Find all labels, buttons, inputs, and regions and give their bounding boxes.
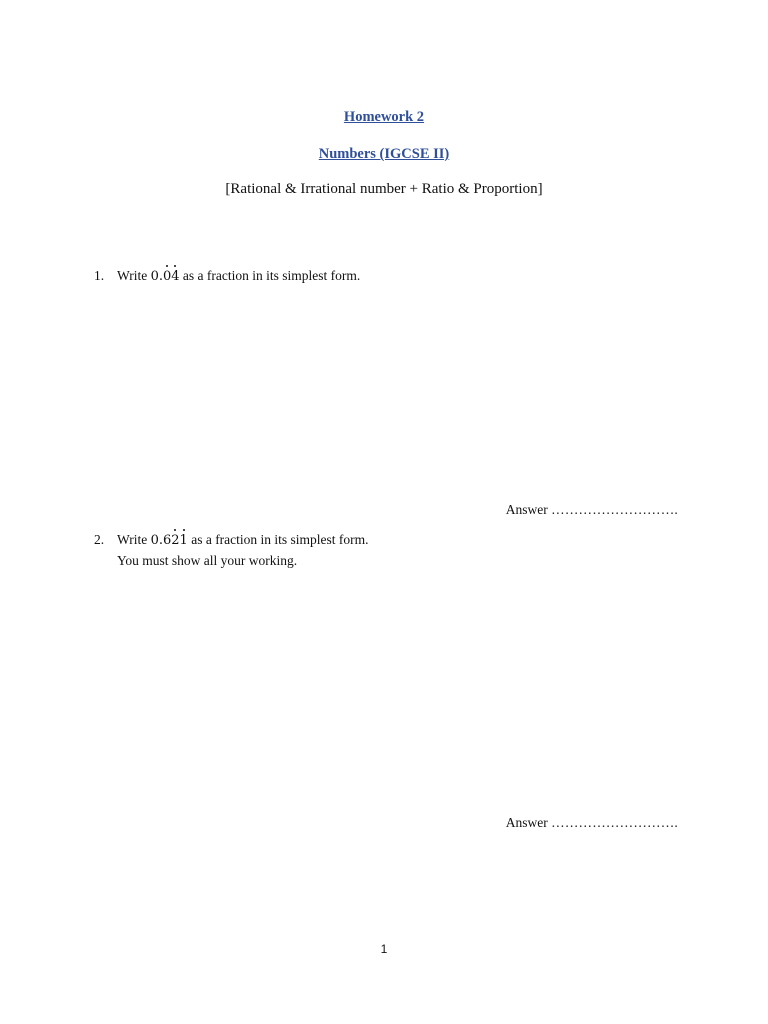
homework-subtitle: Numbers (IGCSE II) [318,146,450,162]
question-prefix: Write [117,532,151,547]
answer-dots: ………………………. [551,502,678,517]
question-1 [94,266,360,287]
answer-label: Answer [505,502,548,517]
decimal-integer-part: 0. [150,269,163,284]
recurring-digit: 0 [163,267,171,287]
homework-title: Homework 2 [343,109,425,125]
question-instruction: You must show all your working. [117,553,298,568]
question-number: 2. [94,532,105,547]
question-prefix: Write [117,268,151,283]
recurring-decimal [151,533,188,548]
question-suffix: as a fraction in its simplest form. [179,268,361,283]
question-number: 1. [94,268,105,283]
recurring-decimal [151,269,180,284]
question-text [117,268,360,283]
answer-line-2[interactable] [506,815,678,831]
page-number: 1 [380,942,388,956]
recurring-digit: 2 [171,531,179,551]
answer-dots: ………………………. [551,815,678,830]
answer-label: Answer [505,815,548,830]
question-text [117,532,369,547]
recurring-digit: 4 [171,267,179,287]
homework-topics: [Rational & Irrational number + Ratio & Proportion] [225,181,543,197]
question-2 [94,530,369,571]
recurring-digit: 1 [180,531,188,551]
decimal-integer-part: 0.6 [150,533,172,548]
answer-line-1[interactable] [506,502,678,518]
question-suffix: as a fraction in its simplest form. [187,532,369,547]
